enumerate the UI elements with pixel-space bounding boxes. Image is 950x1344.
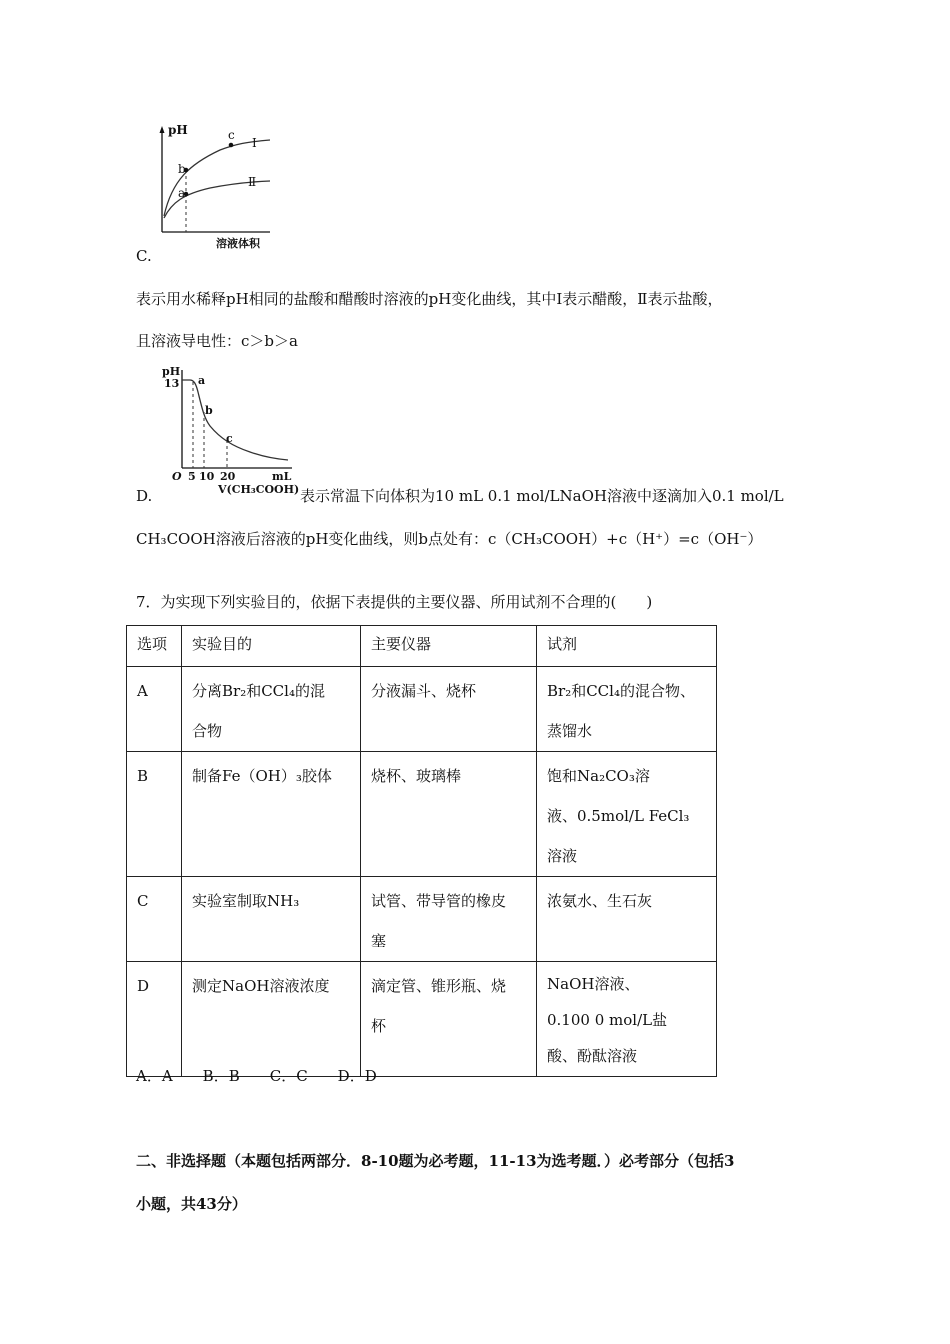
titration-curve	[182, 380, 288, 460]
option-c-text-line2: 且溶液导电性：c＞b＞a	[136, 332, 298, 350]
x-axis-label: V(CH₃COOH)	[218, 483, 300, 496]
point-a-label: a	[198, 374, 206, 387]
row-a-option: A	[127, 667, 182, 752]
option-c-text-line1: 表示用水稀释pH相同的盐酸和醋酸时溶液的pH变化曲线，其中Ⅰ表示醋酸，Ⅱ表示盐酸，	[136, 290, 723, 308]
section2-heading-line1: 二、非选择题（本题包括两部分．8-10题为必考题，11-13为选考题．）必考部分（包括3	[136, 1152, 735, 1170]
x-tick-5: 5	[188, 470, 196, 483]
x-unit: mL	[272, 470, 292, 483]
q7-table	[126, 625, 717, 1077]
row-c-apparatus: 试管、带导管的橡皮 塞	[361, 877, 537, 962]
row-a-apparatus: 分液漏斗、烧杯	[361, 667, 537, 752]
header-purpose: 实验目的	[182, 626, 361, 667]
row-c-purpose: 实验室制取NH₃	[182, 877, 361, 962]
option-c-letter: C.	[136, 247, 152, 265]
point-b-label: b	[178, 162, 186, 176]
table-header-row	[127, 626, 717, 667]
row-b-purpose: 制备Fe（OH）₃胶体	[182, 752, 361, 877]
point-c-label: c	[226, 432, 233, 445]
table-row	[127, 667, 717, 752]
row-b-reagent: 饱和Na₂CO₃溶 液、0.5mol/L FeCl₃ 溶液	[537, 752, 717, 877]
row-a-reagent: Br₂和CCl₄的混合物、 蒸馏水	[537, 667, 717, 752]
row-c-option: C	[127, 877, 182, 962]
row-c-reagent: 浓氨水、生石灰	[537, 877, 717, 962]
row-d-option: D	[127, 962, 182, 1077]
option-d-text-line2: CH₃COOH溶液后溶液的pH变化曲线，则b点处有：c（CH₃COOH）+c（H⁺）=c（OH⁻）	[136, 530, 763, 548]
row-d-purpose: 测定NaOH溶液浓度	[182, 962, 361, 1077]
table-row	[127, 962, 717, 1077]
row-b-apparatus: 烧杯、玻璃棒	[361, 752, 537, 877]
ph-titration-graph	[160, 362, 300, 500]
x-tick-20: 20	[220, 470, 236, 483]
header-option: 选项	[127, 626, 182, 667]
section2-heading-line2: 小题，共43分）	[136, 1195, 247, 1213]
header-reagent: 试剂	[537, 626, 717, 667]
ph-dilution-graph	[150, 120, 290, 250]
option-d-text-line1: 表示常温下向体积为10 mL 0.1 mol/LNaOH溶液中逐滴加入0.1 mol/L	[300, 487, 784, 505]
point-b-label: b	[205, 404, 213, 417]
q7-choices: A．A B．B C．C D．D	[136, 1067, 377, 1085]
y-axis-arrow	[160, 126, 165, 133]
table-row	[127, 877, 717, 962]
header-apparatus: 主要仪器	[361, 626, 537, 667]
point-c-label: c	[228, 128, 235, 142]
curve-I-label: Ⅰ	[252, 136, 257, 150]
point-c	[229, 143, 234, 148]
q7-stem: 7．为实现下列实验目的，依据下表提供的主要仪器、所用试剂不合理的( )	[136, 593, 653, 611]
row-d-reagent: NaOH溶液、 0.100 0 mol/L盐 酸、酚酞溶液	[537, 962, 717, 1077]
y-axis-label: pH	[168, 123, 188, 137]
y-tick-13: 13	[164, 377, 180, 390]
x-tick-10: 10	[199, 470, 215, 483]
point-a-label: a	[178, 186, 186, 200]
row-d-apparatus: 滴定管、锥形瓶、烧 杯	[361, 962, 537, 1077]
curve-II-label: Ⅱ	[248, 175, 257, 189]
row-a-purpose: 分离Br₂和CCl₄的混 合物	[182, 667, 361, 752]
origin-label: O	[172, 470, 182, 483]
row-b-option: B	[127, 752, 182, 877]
table-row	[127, 752, 717, 877]
y-axis-label: pH	[162, 365, 181, 378]
option-d-letter: D.	[136, 487, 153, 505]
x-axis-label: 溶液体积	[216, 237, 260, 250]
